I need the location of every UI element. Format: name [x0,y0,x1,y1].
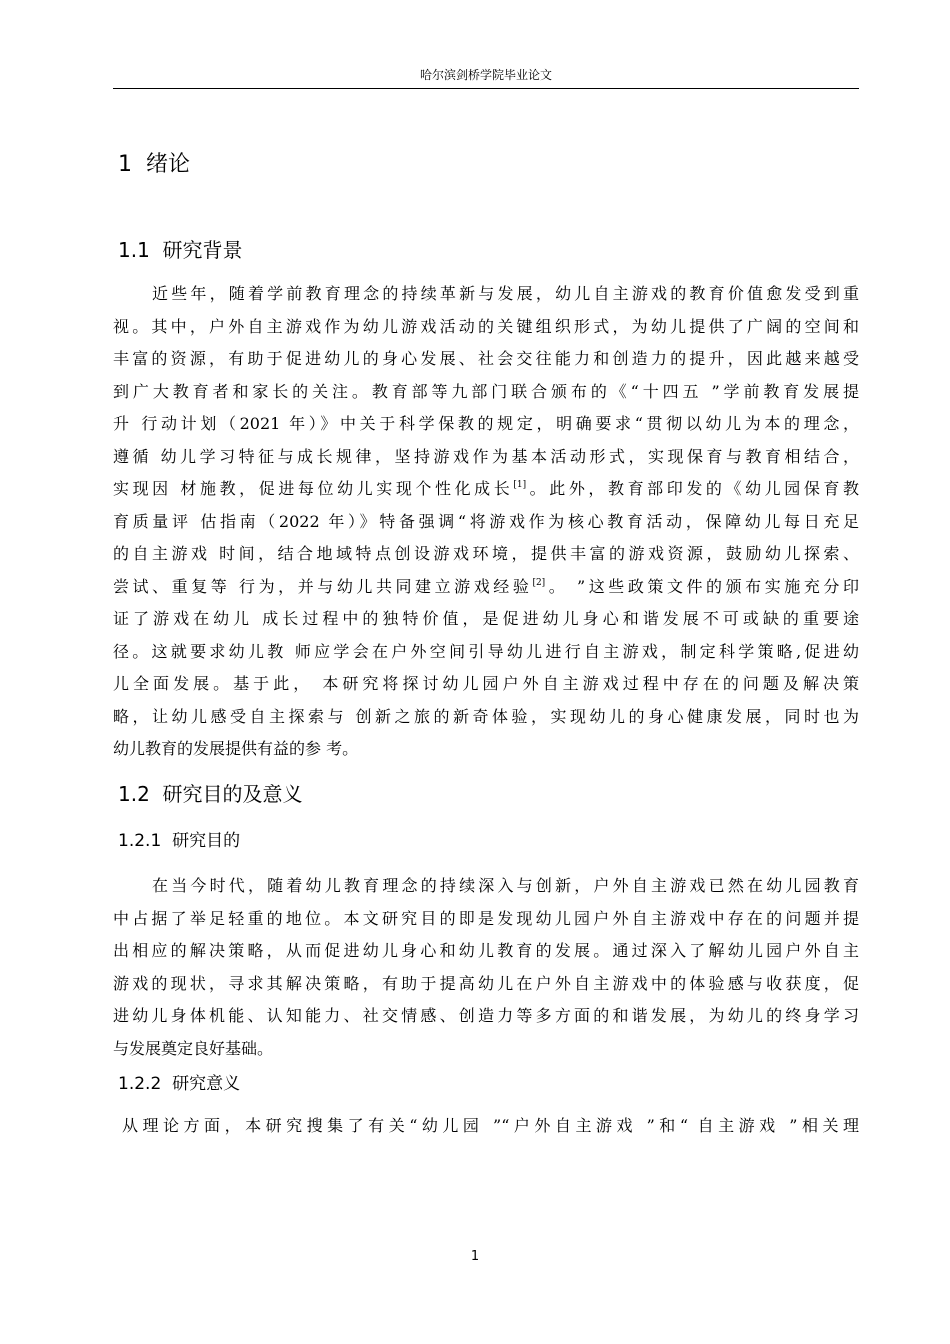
paragraph-line [113,473,859,506]
paragraph-line: 游戏的现状，寻求其解决策略，有助于提高幼儿在户外自主游戏中的体验感与收获度，促 [113,973,859,993]
section-heading-1-2 [118,780,303,808]
paragraph-line: 进幼儿身体机能、认知能力、社交情感、创造力等多方面的和谐发展，为幼儿的终身学习 [113,1006,859,1025]
paragraph-line: 视。其中，户外自主游戏作为幼儿游戏活动的关键组织形式，为幼儿提供了广阔的空间和 [113,316,859,336]
section-number: 1.2 [118,782,150,806]
chapter-heading [118,150,190,180]
section-number: 1.1 [118,238,150,262]
chapter-title: 绪论 [146,152,191,177]
paragraph-line: 近些年，随着学前教育理念的持续革新与发展，幼儿自主游戏的教育价值愈发受到重 [152,284,859,303]
paragraph-line: 中占据了举足轻重的地位。本文研究目的即是发现幼儿园户外自主游戏中存在的问题并提 [113,908,859,928]
purpose-paragraph [113,870,859,1065]
paragraph-line: 遵循 幼儿学习特征与成长规律，坚持游戏作为基本活动形式，实现保育与教育相结合， [113,446,859,466]
line-text: 。此外，教育部印发的《幼儿园保育教 [526,479,859,498]
citation-2: [2] [532,577,546,588]
subsection-number: 1.2.1 [118,831,162,851]
line-text: 。 ”这些政策文件的颁布实施充分印 [545,576,859,596]
paragraph-line: 从理论方面，本研究搜集了有关“幼儿园 ”“户外自主游戏 ”和“ 自主游戏 ”相关理 [122,1116,859,1135]
paragraph-line: 丰富的资源，有助于促进幼儿的身心发展、社会交往能力和创造力的提升，因此越来越受 [113,349,859,368]
paragraph-line: 证了游戏在幼儿 成长过程中的独特价值，是促进幼儿身心和谐发展不可或缺的重要途 [113,609,859,628]
paragraph-line: 在当今时代，随着幼儿教育理念的持续深入与创新，户外自主游戏已然在幼儿园教育 [152,876,859,895]
paragraph-line [113,571,859,604]
paragraph-line: 的自主游戏 时间，结合地域特点创设游戏环境，提供丰富的游戏资源，鼓励幼儿探索、 [113,544,859,563]
paragraph-line: 到广大教育者和家长的关注。教育部等九部门联合颁布的《“十四五 ”学前教育发展提 [113,381,859,401]
paragraph-line: 径。这就要求幼儿教 师应学会在户外空间引导幼儿进行自主游戏，制定科学策略,促进幼 [113,641,859,661]
header-title: 哈尔滨剑桥学院毕业论文 [419,68,552,82]
subsection-heading-1-2-2 [118,1071,240,1097]
subsection-title: 研究意义 [172,1074,241,1094]
paragraph-line: 升 行动计划（2021 年）》中关于科学保教的规定，明确要求“贯彻以幼儿为本的理念， [113,414,859,433]
paragraph-line: 育质量评 估指南（2022 年）》特备强调“将游戏作为核心教育活动，保障幼儿每日充足 [113,511,859,531]
citation-1: [1] [513,480,527,490]
page-number: 1 [470,1249,480,1264]
paragraph-line: 出相应的解决策略，从而促进幼儿身心和幼儿教育的发展。通过深入了解幼儿园户外自主 [113,941,859,960]
line-text: 尝试、重复等 行为，并与幼儿共同建立游戏经验 [113,576,533,596]
page-header [113,66,859,89]
paragraph-line: 与发展奠定良好基础。 [113,1038,274,1058]
line-text: 实现因 材施教，促进每位幼儿实现个性化成长 [113,479,514,498]
paragraph-line: 幼儿教育的发展提供有益的参 考。 [113,739,359,758]
subsection-heading-1-2-1 [118,828,240,854]
significance-paragraph [113,1110,859,1143]
page-footer [0,1248,950,1266]
paragraph-line: 儿全面发展。基于此， 本研究将探讨幼儿园户外自主游戏过程中存在的问题及解决策 [113,674,859,693]
section-title: 研究背景 [162,238,243,262]
chapter-number: 1 [118,152,132,177]
background-paragraph [113,278,859,766]
subsection-number: 1.2.2 [118,1074,162,1094]
paragraph-line: 略，让幼儿感受自主探索与 创新之旅的新奇体验，实现幼儿的身心健康发展，同时也为 [113,706,859,726]
section-title: 研究目的及意义 [162,782,303,806]
subsection-title: 研究目的 [172,831,241,851]
section-heading-1-1 [118,236,243,264]
